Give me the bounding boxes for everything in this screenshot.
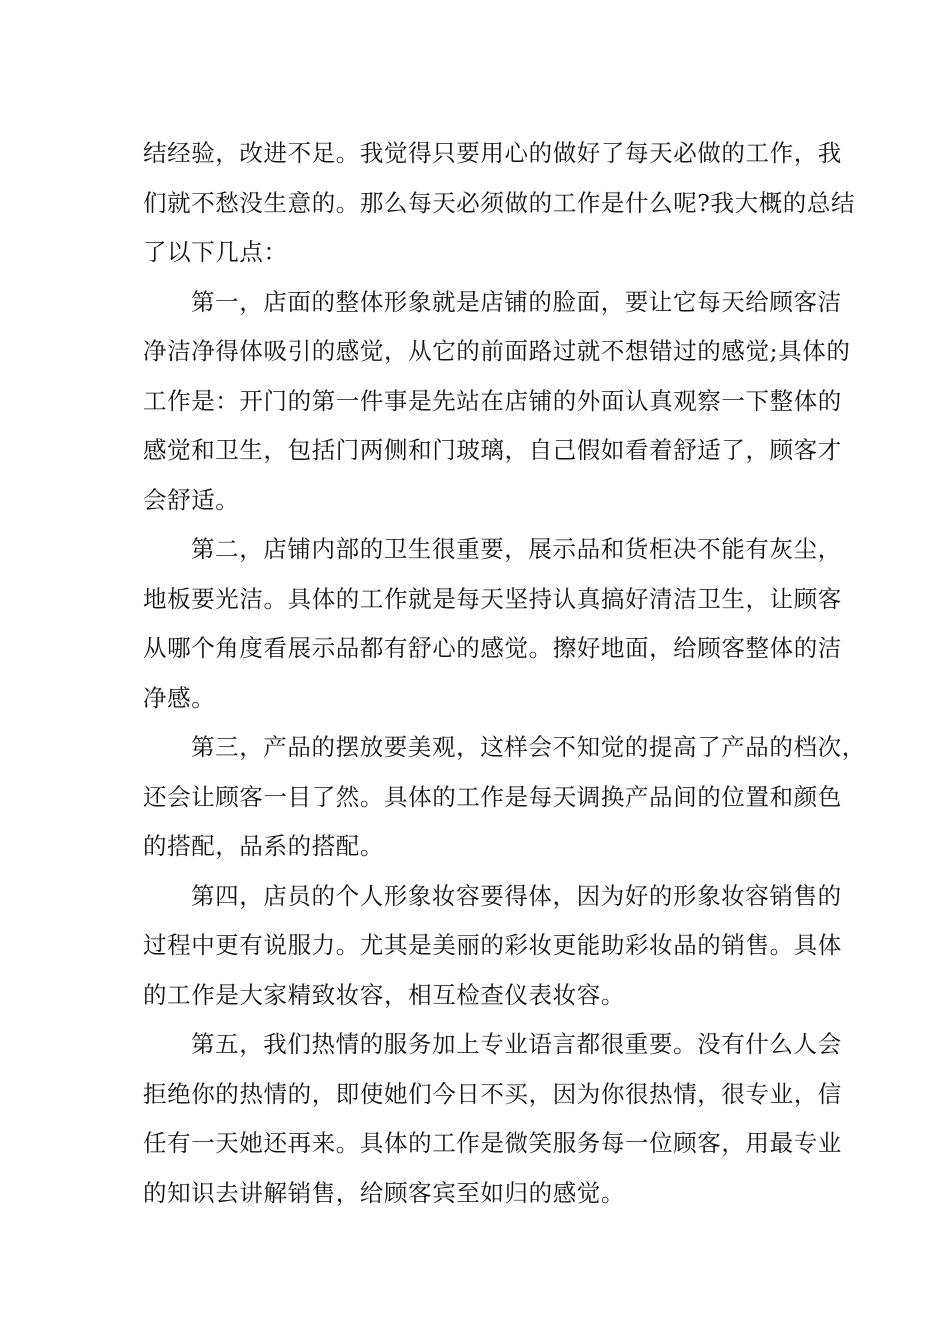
text-line: 的工作是大家精致妆容，相互检查仪表妆容。 xyxy=(143,980,625,1009)
text-line: 还会让顾客一目了然。具体的工作是每天调换产品间的位置和颜色 xyxy=(143,782,842,811)
text-line: 结经验，改进不足。我觉得只要用心的做好了每天必做的工作，我 xyxy=(143,139,842,167)
text-line: 感觉和卫生，包括门两侧和门玻璃，自己假如看着舒适了，顾客才 xyxy=(143,436,842,464)
text-line: 拒绝你的热情的，即使她们今日不买，因为你很热情，很专业，信 xyxy=(143,1079,842,1108)
paragraph-point-3 xyxy=(143,723,866,872)
text-line: 了以下几点： xyxy=(143,238,288,266)
text-line: 任有一天她还再来。具体的工作是微笑服务每一位顾客，用最专业 xyxy=(143,1129,842,1157)
paragraph-point-4 xyxy=(143,872,842,1021)
text-line: 工作是：开门的第一件事是先站在店铺的外面认真观察一下整体的 xyxy=(143,386,842,415)
paragraph-point-5 xyxy=(143,1020,842,1218)
paragraph-point-2 xyxy=(143,525,842,723)
text-line: 的搭配，品系的搭配。 xyxy=(143,832,384,860)
text-line: 第三，产品的摆放要美观，这样会不知觉的提高了产品的档次， xyxy=(191,733,866,761)
text-line: 的知识去讲解销售，给顾客宾至如归的感觉。 xyxy=(143,1178,625,1207)
text-line: 从哪个角度看展示品都有舒心的感觉。擦好地面，给顾客整体的洁 xyxy=(143,634,842,662)
text-line: 们就不愁没生意的。那么每天必须做的工作是什么呢?我大概的总结 xyxy=(143,188,856,217)
paragraph-point-1 xyxy=(143,278,851,526)
text-line: 过程中更有说服力。尤其是美丽的彩妆更能助彩妆品的销售。具体 xyxy=(143,931,842,959)
text-line: 第一，店面的整体形象就是店铺的脸面，要让它每天给顾客洁 xyxy=(191,287,842,316)
paragraph-intro xyxy=(143,129,856,278)
text-line: 会舒适。 xyxy=(143,485,240,514)
text-line: 净洁净得体吸引的感觉，从它的前面路过就不想错过的感觉;具体的 xyxy=(143,337,851,365)
text-line: 第五，我们热情的服务加上专业语言都很重要。没有什么人会 xyxy=(191,1030,842,1058)
text-line: 第二，店铺内部的卫生很重要，展示品和货柜决不能有灰尘， xyxy=(191,535,842,563)
text-line: 第四，店员的个人形象妆容要得体，因为好的形象妆容销售的 xyxy=(191,881,842,910)
text-line: 地板要光洁。具体的工作就是每天坚持认真搞好清洁卫生，让顾客 xyxy=(143,584,842,613)
text-line: 净感。 xyxy=(143,683,216,712)
document-body xyxy=(143,129,866,1218)
